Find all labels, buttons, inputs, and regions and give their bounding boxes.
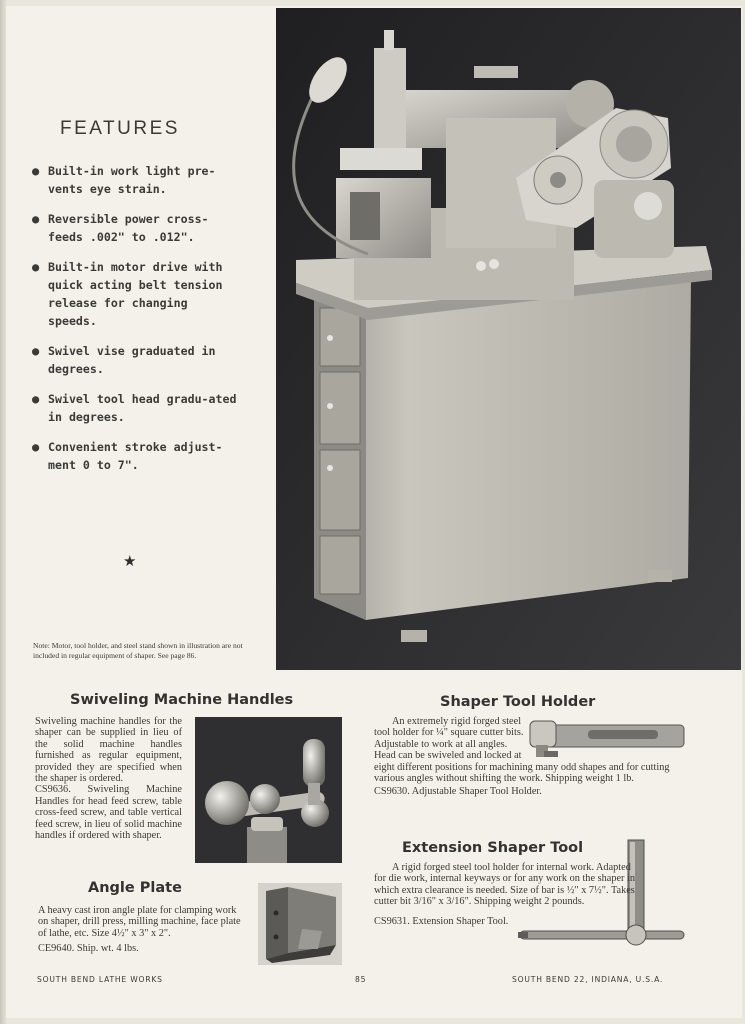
tool-holder-catalog-entry: CS9630. Adjustable Shaper Tool Holder. <box>374 786 542 798</box>
swiveling-description: Swiveling machine handles for the shaper can be supplied in lieu of the solid machine handles furnished as regular equipment, provided they are specified when the shaper is ordered. <box>35 716 182 785</box>
handle-illustration <box>195 717 342 863</box>
tool-holder-description: An extremely rigid forged steel tool holder for ¼" square cutter bits. Adjustable to work at all angles. Head can be swiveled and locked at eight different positions for machining many odd shapes and for cutting various angles without shifting the work. Shipping weight 1 lb. <box>374 716 686 784</box>
swiveling-handles-title: Swiveling Machine Handles <box>70 692 294 708</box>
page-number: 85 <box>355 975 367 984</box>
feature-item: ● Swivel vise graduated in degrees. <box>32 344 216 376</box>
shaper-illustration <box>276 8 741 670</box>
image-spacer <box>526 716 686 758</box>
extension-tool-catalog-entry: CS9631. Extension Shaper Tool. <box>374 915 509 927</box>
angle-plate-text <box>38 905 243 955</box>
feature-item: ● Built-in work light pre-vents eye strain. <box>32 164 216 196</box>
feature-item: ● Convenient stroke adjust-ment 0 to 7". <box>32 440 223 472</box>
illustration-note: Note: Motor, tool holder, and steel stand shown in illustration are not included in regular equipment of shaper. See page 86. <box>33 641 243 660</box>
swiveling-catalog-entry: CS9636. Swiveling Machine Handles for head feed screw, table cross-feed screw, and table vertical feed screw, in lieu of solid machine handles if ordered with shaper. <box>35 784 182 842</box>
tool-holder-text <box>374 716 686 798</box>
angle-plate-illustration <box>258 883 342 965</box>
bullet-icon: ● <box>32 260 40 274</box>
angle-plate-description: A heavy cast iron angle plate for clamping work on shaper, drill press, milling machine, face plate of lathe, etc. Size 4½" x 3" x 2". <box>38 905 241 939</box>
angle-plate-catalog-entry: CE9640. Ship. wt. 4 lbs. <box>38 943 139 955</box>
swiveling-handles-photo <box>195 717 342 863</box>
footer-company: SOUTH BEND LATHE WORKS <box>37 975 163 984</box>
star-icon: ★ <box>123 554 137 570</box>
angle-plate-photo <box>258 883 342 965</box>
bullet-icon: ● <box>32 164 40 178</box>
feature-item: ● Reversible power cross-feeds .002" to .012". <box>32 212 209 244</box>
bullet-icon: ● <box>32 212 40 226</box>
shaper-photo <box>276 8 741 670</box>
feature-item: ● Swivel tool head gradu-ated in degrees. <box>32 392 237 424</box>
bullet-icon: ● <box>32 392 40 406</box>
footer-address: SOUTH BEND 22, INDIANA, U.S.A. <box>512 975 664 984</box>
features-list <box>30 162 240 474</box>
extension-tool-description: A rigid forged steel tool holder for internal work. Adapted for die work, internal keyways or for any work on the shaper in which extra clearance is needed. Size of bar is ½" x 7½". Takes cutter bit 3/16" x 3/16". Shipping weight 2 pounds. <box>374 862 636 908</box>
features-title: FEATURES <box>60 118 180 139</box>
bullet-icon: ● <box>32 440 40 454</box>
tool-holder-title: Shaper Tool Holder <box>440 694 596 710</box>
bullet-icon: ● <box>32 344 40 358</box>
extension-tool-title: Extension Shaper Tool <box>402 840 584 856</box>
angle-plate-title: Angle Plate <box>88 880 182 896</box>
extension-tool-text <box>374 862 644 927</box>
features-section <box>30 118 240 486</box>
swiveling-handles-text <box>35 716 182 841</box>
feature-item: ● Built-in motor drive with quick acting belt tension release for changing speeds. <box>32 260 223 328</box>
